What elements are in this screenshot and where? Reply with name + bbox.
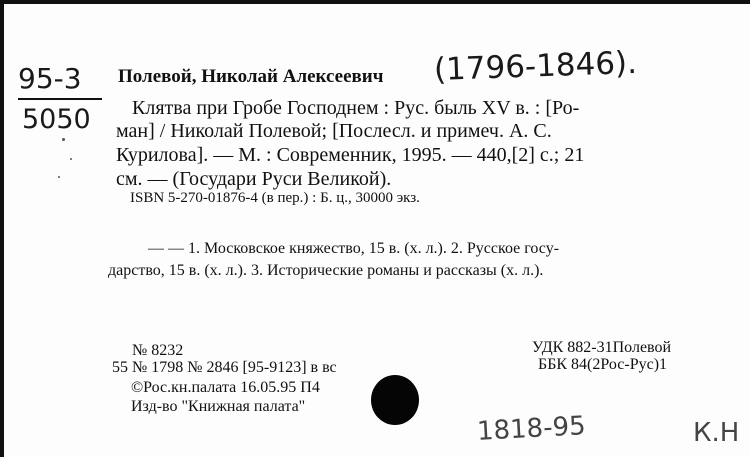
card-left-border: [0, 0, 4, 457]
title-line-1: Клятва при Гробе Господнем : Рус. быль XV в. : [Ро-: [132, 97, 580, 119]
title-line-4: см. — (Государи Руси Великой).: [116, 168, 392, 190]
subject-line-2: дарство, 15 в. (х. л.). 3. Исторические романы и рассказы (х. л.).: [108, 262, 544, 279]
handwritten-dates: (1796-1846).: [433, 44, 638, 88]
ink-speck: [58, 176, 60, 178]
title-line-3: Курилова]. — М. : Современник, 1995. — 440,[2] с.; 21: [116, 144, 585, 166]
handwritten-inventory-number: 5050: [22, 104, 91, 135]
subject-line-1: — — 1. Московское княжество, 15 в. (х. л.). 2. Русское госу-: [148, 240, 560, 257]
publisher-line: Изд-во "Книжная палата": [131, 398, 306, 415]
ink-speck: [70, 158, 72, 160]
udk-code: УДК 882-31Полевой: [532, 339, 672, 356]
bbk-code: ББК 84(2Рос-Рус)1: [538, 356, 668, 373]
call-number-underline: [18, 98, 102, 100]
record-number: № 8232: [132, 342, 184, 359]
title-line-2: ман] / Николай Полевой; [Послесл. и примеч. А. С.: [116, 120, 552, 142]
handwritten-call-number: 95-3: [18, 62, 82, 95]
author-heading: Полевой, Николай Алексеевич: [118, 66, 384, 87]
handwritten-bottom-number: 1818-95: [476, 411, 587, 447]
registration-numbers: 55 № 1798 № 2846 [95-9123] в вс: [112, 359, 337, 376]
isbn-line: ISBN 5-270-01876-4 (в пер.) : Б. ц., 30000 экз.: [130, 190, 420, 206]
card-top-border: [0, 0, 750, 4]
ink-blot: [371, 375, 419, 425]
handwritten-initials: К.Н: [693, 418, 740, 448]
ink-speck: [62, 138, 65, 141]
chamber-stamp-line: ©Рос.кн.палата 16.05.95 П4: [131, 379, 320, 396]
